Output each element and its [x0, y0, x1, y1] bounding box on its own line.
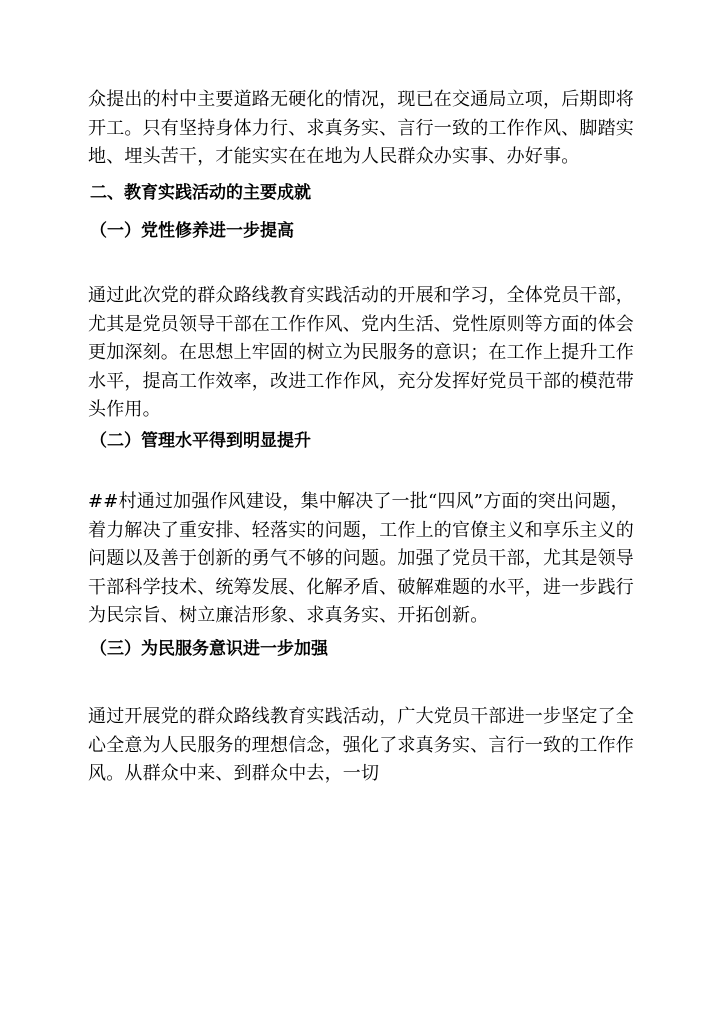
paragraph-service-awareness — [88, 703, 648, 789]
paragraph-line: 更加深刻。在思想上牢固的树立为民服务的意识；在工作上提升工作 — [88, 342, 634, 363]
paragraph-line: 地、埋头苦干，才能实实在在地为人民群众办实事、办好事。 — [88, 146, 580, 167]
paragraph-intro — [88, 86, 648, 172]
paragraph-line: 开工。只有坚持身体力行、求真务实、言行一致的工作作风、脚踏实 — [88, 117, 634, 139]
paragraph-line: 通过开展党的群众路线教育实践活动，广大党员干部进一步坚定了全 — [88, 706, 634, 727]
paragraph-party-spirit — [88, 282, 648, 425]
paragraph-line: ##村通过加强作风建设，集中解决了一批“四风”方面的突出问题， — [88, 491, 629, 512]
paragraph-line: 着力解决了重安排、轻落实的问题，工作上的官僚主义和享乐主义的 — [88, 519, 634, 541]
paragraph-line: 众提出的村中主要道路无硬化的情况，现已在交通局立项，后期即将 — [88, 89, 634, 110]
paragraph-line: 水平，提高工作效率，改进工作作风，充分发挥好党员干部的模范带 — [88, 370, 634, 392]
paragraph-line: 头作用。 — [88, 399, 161, 420]
paragraph-line: 尤其是党员领导干部在工作作风、党内生活、党性原则等方面的体会 — [88, 313, 634, 335]
paragraph-line: 风。从群众中来、到群众中去，一切 — [88, 763, 380, 784]
subheading-management: （二）管理水平得到明显提升 — [90, 431, 311, 451]
section-heading-achievements: 二、教育实践活动的主要成就 — [90, 183, 311, 203]
paragraph-line: 心全意为人民服务的理想信念，强化了求真务实、言行一致的工作作 — [88, 734, 634, 756]
paragraph-management — [88, 488, 648, 631]
subheading-service-awareness: （三）为民服务意识进一步加强 — [90, 639, 328, 659]
paragraph-line: 干部科学技术、统筹发展、化解矛盾、破解难题的水平，进一步践行 — [88, 576, 634, 598]
paragraph-line: 问题以及善于创新的勇气不够的问题。加强了党员干部，尤其是领导 — [88, 548, 634, 569]
paragraph-line: 为民宗旨、树立廉洁形象、求真务实、开拓创新。 — [88, 605, 489, 626]
subheading-party-spirit: （一）党性修养进一步提高 — [90, 221, 294, 241]
paragraph-line: 通过此次党的群众路线教育实践活动的开展和学习，全体党员干部， — [88, 285, 634, 306]
